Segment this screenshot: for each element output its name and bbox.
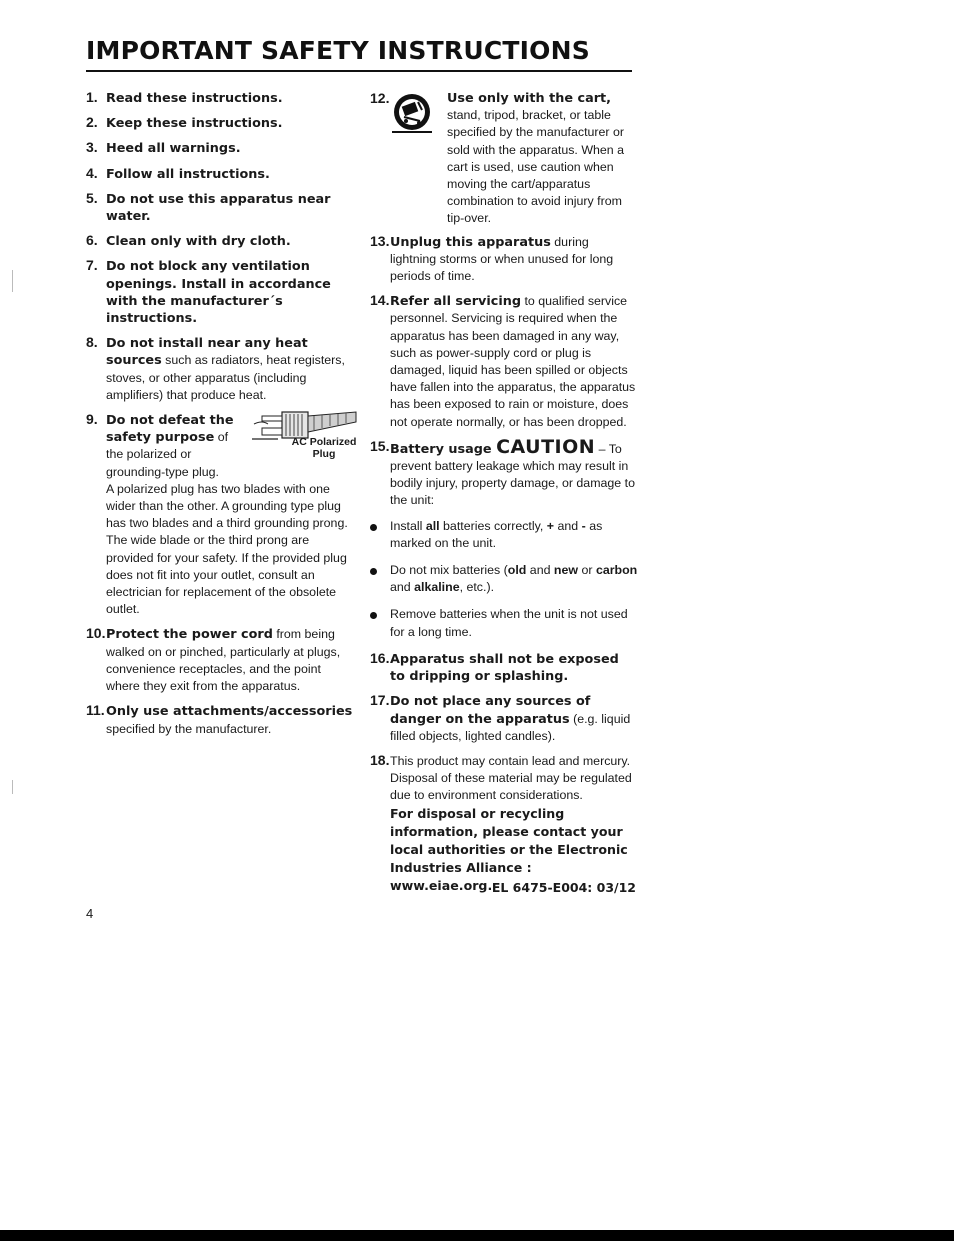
item-heading: Unplug this apparatus: [390, 234, 551, 250]
instruction-item-15: [370, 435, 638, 510]
instruction-item-16: [370, 651, 638, 685]
scan-mark: [12, 270, 13, 292]
item-text: specified by the manufacturer.: [106, 721, 272, 736]
item-heading: Only use attachments/accessories: [106, 704, 353, 720]
item-number: 10.: [86, 625, 106, 642]
item-text: such as radiators, heat registers, stoves, or other apparatus (including amplifiers) that produce heat.: [106, 353, 345, 402]
instruction-item-18: [370, 753, 638, 896]
instruction-item-4: [86, 166, 354, 183]
page-number: 4: [86, 906, 94, 921]
item-heading: Do not defeat the safety purpose: [106, 413, 234, 446]
battery-bullet-1: [370, 518, 638, 552]
instruction-item-14: [370, 293, 638, 431]
item-heading: Refer all servicing: [390, 294, 521, 310]
bullet-text: and: [390, 580, 415, 595]
instruction-item-7: [86, 258, 354, 327]
scan-mark: [12, 780, 13, 794]
item-number: 15.: [370, 437, 390, 454]
item-text: during lightning storms or when unused for long periods of time.: [390, 234, 614, 284]
item-number: 2.: [86, 114, 98, 131]
instruction-item-2: [86, 115, 354, 132]
item-number: 8.: [86, 334, 98, 351]
item-body: A polarized plug has two blades with one wider than the other. A grounding type plug has two blades and a third grounding prong. The wide blade or the third prong are provided for your safety. If the provided plug does not fit into your outlet, consult an electrician for replacement of the obsolete outlet.: [106, 481, 348, 617]
item-heading: Do not block any ventilation openings. Install in accordance with the manufacturer´s instructions.: [106, 259, 331, 327]
bullet-text: Do not mix batteries (: [390, 563, 508, 578]
document-code: EL 6475-E004: 03/12: [491, 880, 636, 895]
item-heading: Protect the power cord: [106, 627, 273, 643]
bullet-icon: [370, 612, 377, 619]
page-title: IMPORTANT SAFETY INSTRUCTIONS: [86, 36, 590, 65]
bullet-bold: carbon: [595, 563, 638, 578]
bullet-icon: [370, 568, 377, 575]
item-heading: Do not use this apparatus near water.: [106, 191, 331, 225]
item-text: to qualified service personnel. Servicing is required when the apparatus has been damaged in any way, such as power-supply cord or plug is damaged, liquid has been spilled or objects have fallen into the apparatus, the apparatus has been exposed to rain or moisture, does not operate normally, or has been dropped.: [390, 294, 636, 429]
item-number: 12.: [370, 90, 390, 106]
item-text: of the polarized or grounding-type plug.: [106, 430, 229, 479]
ac-polarized-plug-figure: [248, 406, 360, 464]
item-text: – To prevent battery leakage which may result in bodily injury, property damage, or damage to the unit:: [390, 441, 635, 508]
item-number: 9.: [86, 411, 98, 428]
item-text: from being walked on or pinched, particularly at plugs, convenience receptacles, and the point where they exit from the apparatus.: [106, 627, 341, 694]
item-number: 14.: [370, 292, 390, 309]
item-heading: Apparatus shall not be exposed to dripping or splashing.: [390, 651, 619, 685]
minus-sign: -: [581, 518, 586, 533]
item-text: stand, tripod, bracket, or table specified by the manufacturer or sold with the apparatus. When a cart is used, use caution when moving the cart/apparatus combination to avoid injury from tip-over.: [447, 108, 625, 226]
item-number: 4.: [86, 164, 98, 181]
item-heading: Read these instructions.: [106, 91, 283, 106]
bullet-bold: all: [425, 518, 440, 533]
bullet-text: or: [578, 563, 596, 578]
instruction-item-8: [86, 335, 354, 404]
item-heading: Battery usage: [390, 441, 497, 457]
plug-caption-line-2: Plug: [312, 448, 336, 461]
item-number: 13.: [370, 232, 390, 249]
item-heading: Keep these instructions.: [106, 116, 283, 132]
bottom-bar: [0, 1230, 954, 1241]
bullet-text: , etc.).: [459, 580, 495, 595]
bullet-bold: old: [507, 563, 527, 578]
instruction-item-5: [86, 191, 354, 225]
item-number: 16.: [370, 649, 390, 666]
instruction-item-13: [370, 234, 638, 286]
item-number: 1.: [86, 89, 98, 105]
item-heading: Use only with the cart,: [447, 91, 611, 106]
item-text: This product may contain lead and mercury. Disposal of these material may be regulated due to environment considerations.: [390, 753, 632, 803]
item-number: 6.: [86, 232, 98, 249]
item-heading: Follow all instructions.: [106, 166, 270, 182]
item-heading: Clean only with dry cloth.: [106, 234, 291, 250]
instruction-item-12: [370, 90, 638, 228]
item-number: 18.: [370, 751, 390, 768]
item-heading: Do not place any sources of danger on the apparatus: [390, 694, 591, 727]
bullet-bold: new: [553, 563, 579, 578]
battery-bullet-3: [370, 606, 638, 640]
instruction-item-9: [86, 411, 357, 618]
left-column: [86, 89, 357, 746]
item-heading: Heed all warnings.: [106, 141, 241, 157]
title-rule: [86, 70, 632, 72]
bullet-text: as marked on the unit.: [390, 518, 603, 550]
instruction-item-1: [86, 90, 354, 107]
item-text: (e.g. liquid filled objects, lighted candles).: [390, 711, 631, 743]
item-content: [447, 90, 638, 228]
plus-sign: +: [546, 518, 555, 533]
item-number: 17.: [370, 692, 390, 709]
instruction-item-3: [86, 140, 354, 157]
bullet-text: Remove batteries when the unit is not used for a long time.: [390, 607, 628, 639]
bullet-icon: [370, 524, 377, 531]
item-number: 3.: [86, 139, 98, 156]
bullet-text: and: [554, 518, 582, 533]
instruction-item-10: [86, 626, 354, 695]
plug-caption: [288, 436, 360, 460]
cart-tip-over-warning-icon: [392, 92, 432, 134]
instruction-item-6: [86, 233, 354, 250]
plug-caption-line-1: AC Polarized: [291, 436, 357, 449]
right-column: [370, 90, 638, 904]
instruction-item-11: [86, 703, 354, 737]
item-number: 5.: [86, 189, 98, 206]
item-number: 7.: [86, 257, 98, 274]
battery-bullet-2: [370, 562, 638, 596]
bullet-text: batteries correctly,: [439, 518, 547, 533]
bullet-text: and: [526, 563, 554, 578]
disposal-info: For disposal or recycling information, please contact your local authorities or the Electronic Industries Alliance : www.eiae.org.: [390, 805, 628, 894]
bullet-bold: alkaline: [414, 580, 460, 595]
caution-label: CAUTION: [496, 435, 596, 458]
instruction-item-17: [370, 693, 638, 745]
item-number: 11.: [86, 702, 105, 719]
bullet-text: Install: [390, 518, 426, 533]
item-heading: Do not install near any heat sources: [106, 336, 308, 369]
